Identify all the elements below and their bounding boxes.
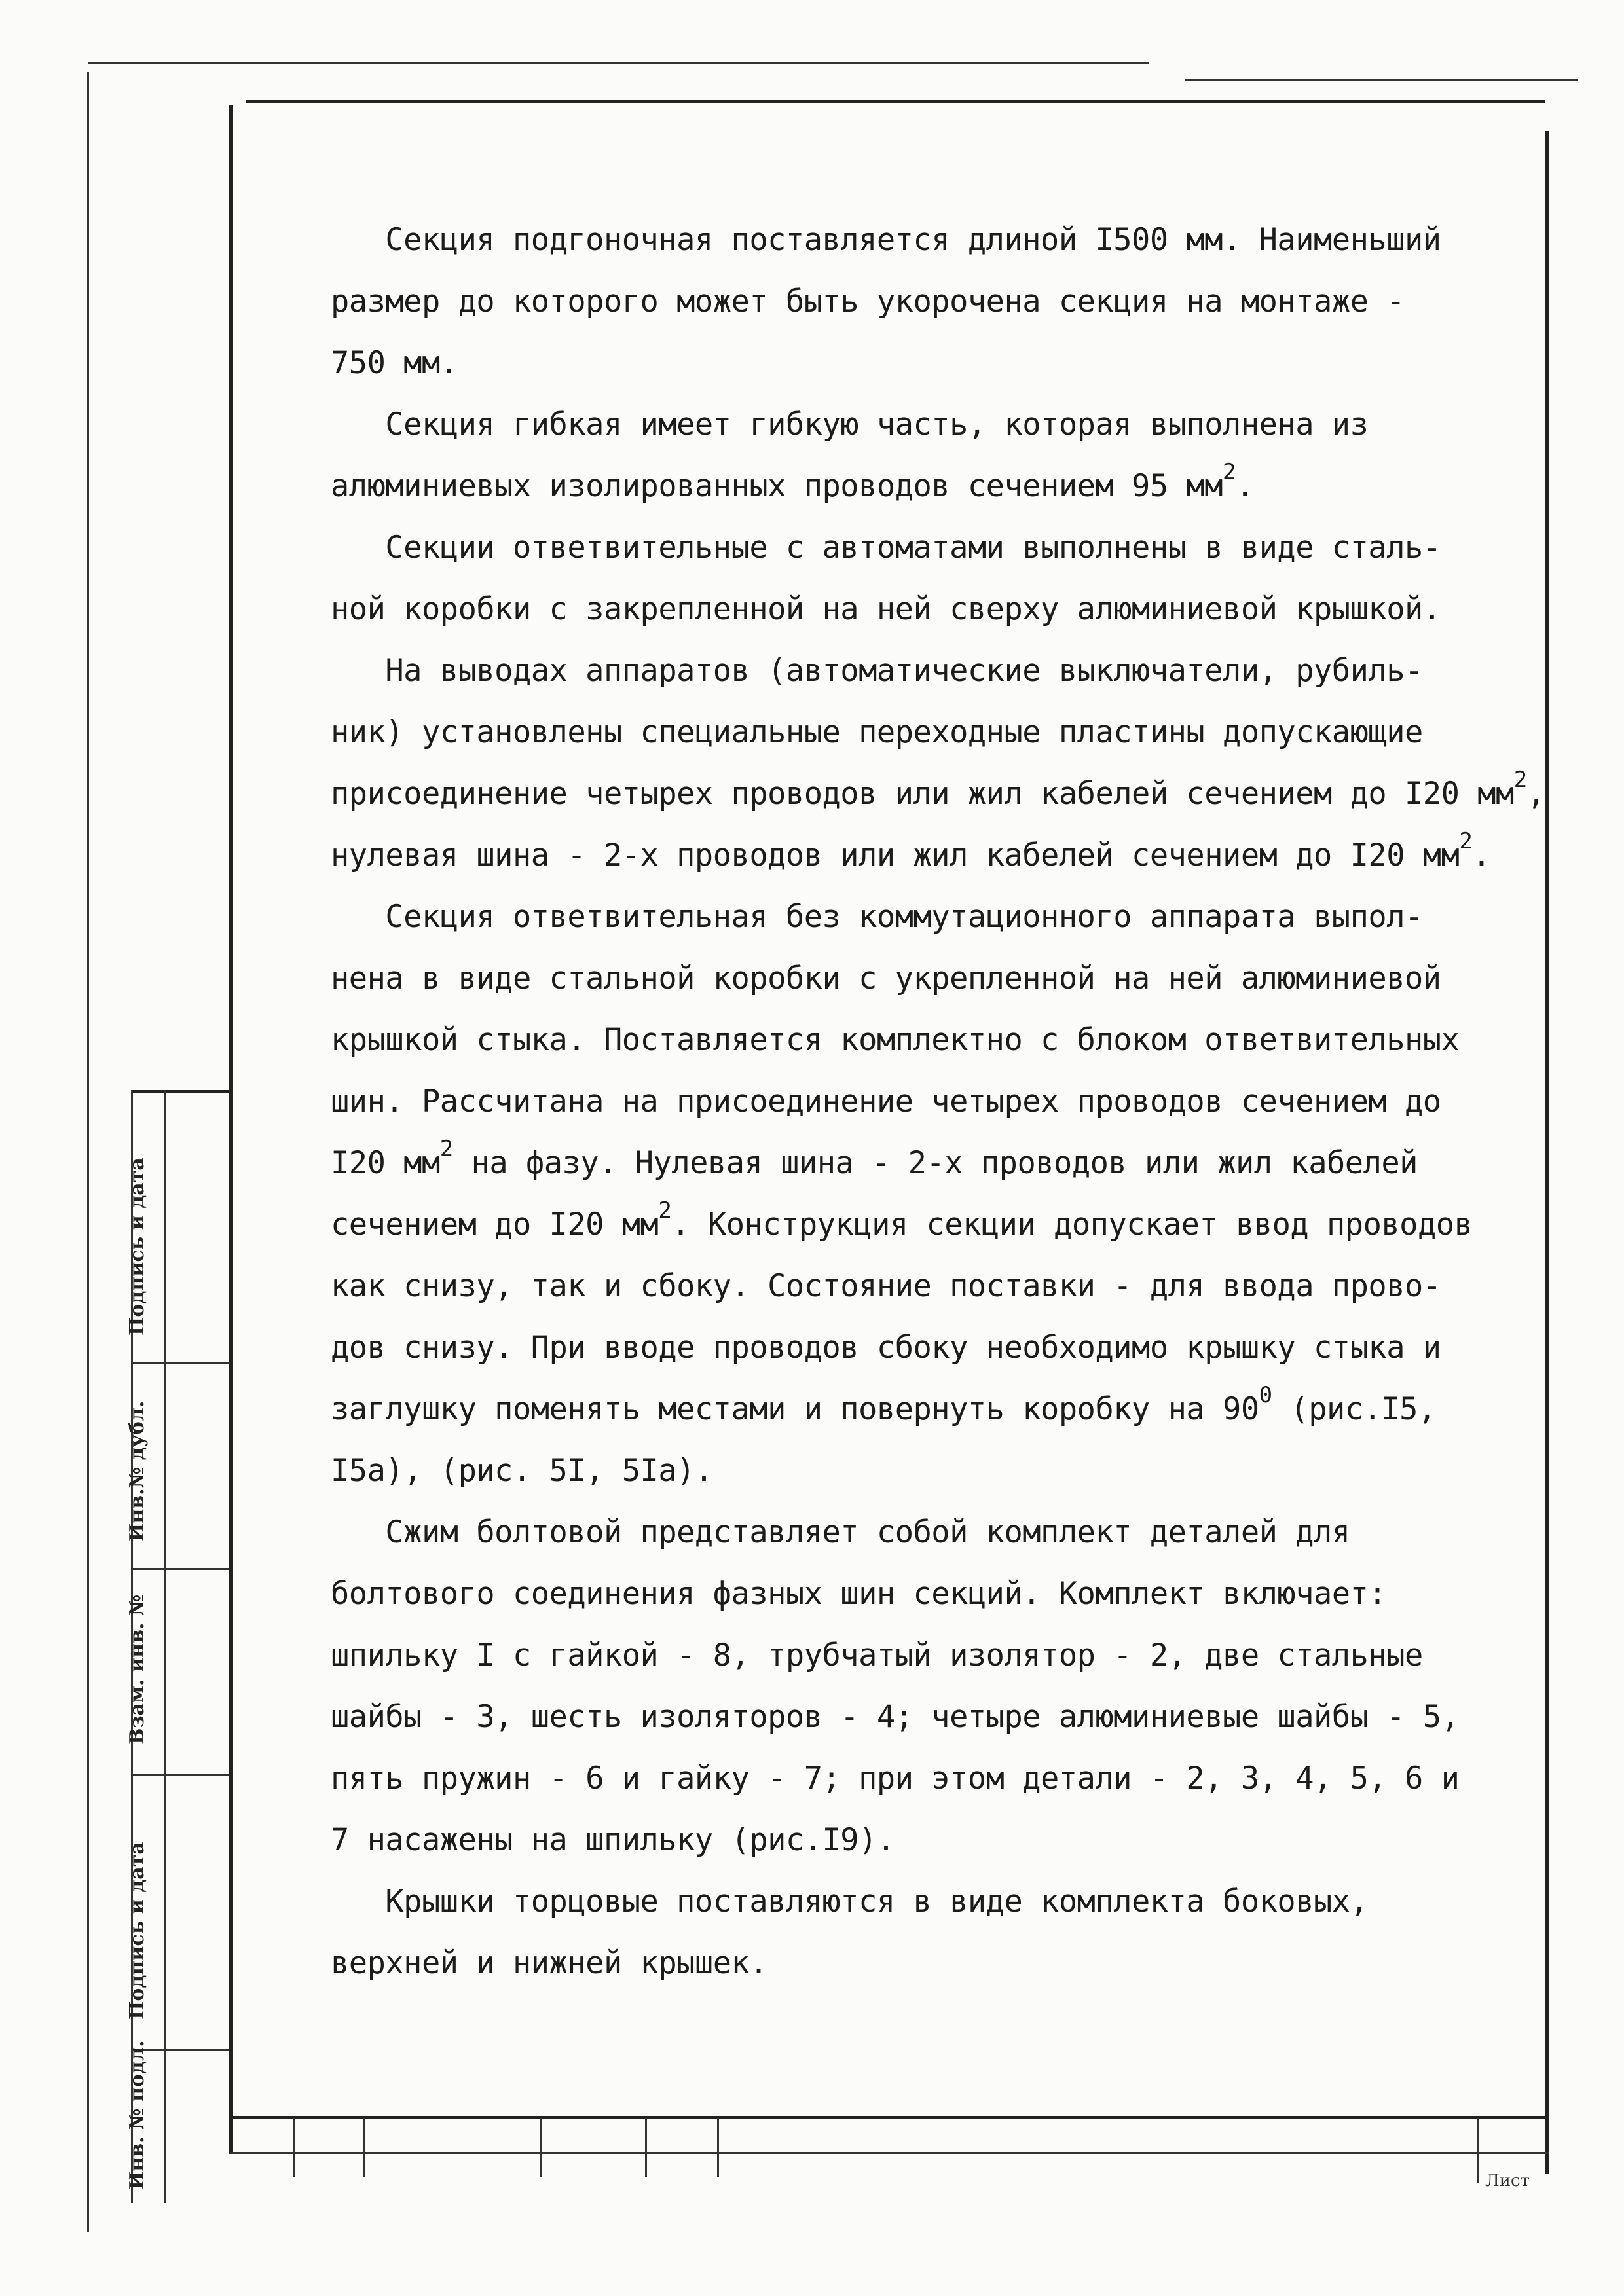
- text-line: [331, 1502, 1503, 1563]
- text-run: ,: [1526, 776, 1545, 812]
- text-run: (рис.I5,: [1272, 1391, 1436, 1427]
- text-line: [331, 210, 1503, 271]
- document-body: [331, 210, 1545, 1994]
- top-border-inner: [246, 100, 1545, 103]
- stamp-divider-4: [645, 2118, 647, 2177]
- text-line: [331, 1686, 1503, 1748]
- side-label-signature-date-2: Подпись и дата: [126, 1842, 149, 2020]
- text-run: 750 мм.: [331, 345, 458, 381]
- superscript: 2: [658, 1197, 672, 1224]
- superscript: 2: [1513, 767, 1527, 793]
- text-line: [331, 1133, 1503, 1194]
- text-line: [331, 948, 1503, 1010]
- side-label-original-inv: Инв. № подл.: [126, 2040, 149, 2190]
- text-line: [331, 825, 1503, 886]
- text-run: . Конструкция секции допускает ввод проводов: [671, 1207, 1473, 1243]
- top-border-outer-left: [88, 62, 1149, 64]
- text-line: [331, 517, 1503, 579]
- text-run: Крышки торцовые поставляются в виде комплекта боковых,: [331, 1884, 1369, 1920]
- side-stamp-row-1: [131, 1362, 229, 1364]
- text-line: [331, 1317, 1503, 1379]
- stamp-divider-1: [293, 2118, 295, 2177]
- text-run: заглушку поменять местами и повернуть коробку на 90: [331, 1391, 1259, 1427]
- text-run: Сжим болтовой представляет собой комплект деталей для: [331, 1514, 1350, 1550]
- text-line: [331, 271, 1503, 333]
- frame-left-border: [229, 105, 233, 2154]
- text-run: I5а), (рис. 5I, 5Iа).: [331, 1453, 713, 1489]
- text-run: .: [1472, 837, 1491, 873]
- stamp-divider-5: [717, 2118, 719, 2177]
- text-line: [331, 1256, 1503, 1317]
- frame-bottom-border: [229, 2116, 1549, 2119]
- text-run: сечением до I20 мм: [331, 1207, 659, 1243]
- paragraph: [331, 517, 1545, 886]
- text-line: [331, 640, 1503, 702]
- text-line: [331, 1194, 1503, 1256]
- text-line: [331, 1748, 1503, 1810]
- text-run: 7 насажены на шпильку (рис.I9).: [331, 1822, 895, 1858]
- left-margin-line: [87, 72, 89, 2232]
- paragraph: [331, 1871, 1503, 1994]
- text-run: как снизу, так и сбоку. Состояние поставки - для ввода прово-: [331, 1268, 1441, 1304]
- text-line: [331, 333, 1503, 394]
- paragraph: [331, 886, 1503, 1502]
- text-line: [331, 1440, 1503, 1502]
- text-run: ной коробки с закрепленной на ней сверху алюминиевой крышкой.: [331, 591, 1441, 627]
- text-run: крышкой стыка. Поставляется комплектно с блоком ответвительных: [331, 1022, 1460, 1058]
- text-line: [331, 763, 1545, 825]
- text-line: [331, 1071, 1503, 1133]
- side-stamp-row-3: [131, 1774, 229, 1776]
- text-run: пять пружин - 6 и гайку - 7; при этом детали - 2, 3, 4, 5, 6 и: [331, 1760, 1460, 1796]
- text-run: Секция ответвительная без коммутационного аппарата выпол-: [331, 899, 1423, 935]
- text-run: присоединение четырех проводов или жил кабелей сечением до I20 мм: [331, 776, 1514, 812]
- top-border-outer-right: [1185, 79, 1578, 81]
- text-line: [331, 702, 1503, 763]
- text-run: дов снизу. При вводе проводов сбоку необходимо крышку стыка и: [331, 1330, 1441, 1366]
- text-run: I20 мм: [331, 1145, 440, 1181]
- text-line: [331, 1010, 1503, 1071]
- paragraph: [331, 210, 1503, 394]
- superscript: 0: [1259, 1382, 1272, 1408]
- text-line: [331, 1871, 1503, 1933]
- text-run: Секция гибкая имеет гибкую часть, которая выполнена из: [331, 407, 1369, 443]
- frame-right-border: [1545, 131, 1549, 2174]
- stamp-row-line: [229, 2152, 1549, 2154]
- superscript: 2: [439, 1136, 453, 1162]
- text-line: [331, 579, 1503, 640]
- side-stamp-divider: [164, 1090, 166, 2203]
- paragraph: [331, 1502, 1503, 1871]
- text-line: [331, 456, 1503, 517]
- sheet-label: Лист: [1485, 2171, 1530, 2191]
- text-run: верхней и нижней крышек.: [331, 1945, 768, 1981]
- side-label-duplicate-inv: Инв.№ дубл.: [126, 1400, 149, 1542]
- text-run: на фазу. Нулевая шина - 2-х проводов или жил кабелей: [452, 1145, 1418, 1181]
- text-run: болтового соединения фазных шин секций. Комплект включает:: [331, 1576, 1387, 1612]
- text-run: шин. Рассчитана на присоединение четырех проводов сечением до: [331, 1084, 1441, 1120]
- text-line: [331, 1625, 1503, 1686]
- text-run: ник) установлены специальные переходные пластины допускающие: [331, 714, 1423, 750]
- text-run: нулевая шина - 2-х проводов или жил кабелей сечением до I20 мм: [331, 837, 1460, 873]
- side-label-signature-date-1: Подпись и дата: [126, 1157, 149, 1336]
- text-line: [331, 886, 1503, 948]
- text-run: Секция подгоночная поставляется длиной I500 мм. Наименьший: [331, 222, 1441, 258]
- superscript: 2: [1223, 459, 1236, 485]
- text-run: .: [1236, 468, 1254, 504]
- text-run: нена в виде стальной коробки с укрепленной на ней алюминиевой: [331, 960, 1441, 996]
- side-stamp-row-2: [131, 1568, 229, 1570]
- paragraph: [331, 394, 1503, 517]
- stamp-divider-2: [363, 2118, 365, 2177]
- side-label-replace-inv: Взам. инв. №: [126, 1594, 149, 1745]
- superscript: 2: [1459, 828, 1473, 854]
- stamp-divider-6: [1477, 2118, 1479, 2183]
- side-stamp-top: [131, 1090, 232, 1093]
- text-run: шайбы - 3, шесть изоляторов - 4; четыре алюминиевые шайбы - 5,: [331, 1699, 1460, 1735]
- text-run: алюминиевых изолированных проводов сечением 95 мм: [331, 468, 1223, 504]
- text-line: [331, 1933, 1503, 1994]
- text-line: [331, 394, 1503, 456]
- text-run: размер до которого может быть укорочена секция на монтаже -: [331, 283, 1405, 319]
- text-run: Секции ответвительные с автоматами выполнены в виде сталь-: [331, 530, 1441, 566]
- text-run: На выводах аппаратов (автоматические выключатели, рубиль-: [331, 653, 1423, 689]
- text-run: шпильку I с гайкой - 8, трубчатый изолятор - 2, две стальные: [331, 1637, 1423, 1673]
- text-line: [331, 1563, 1503, 1625]
- text-line: [331, 1379, 1503, 1440]
- stamp-divider-3: [540, 2118, 542, 2177]
- text-line: [331, 1810, 1503, 1871]
